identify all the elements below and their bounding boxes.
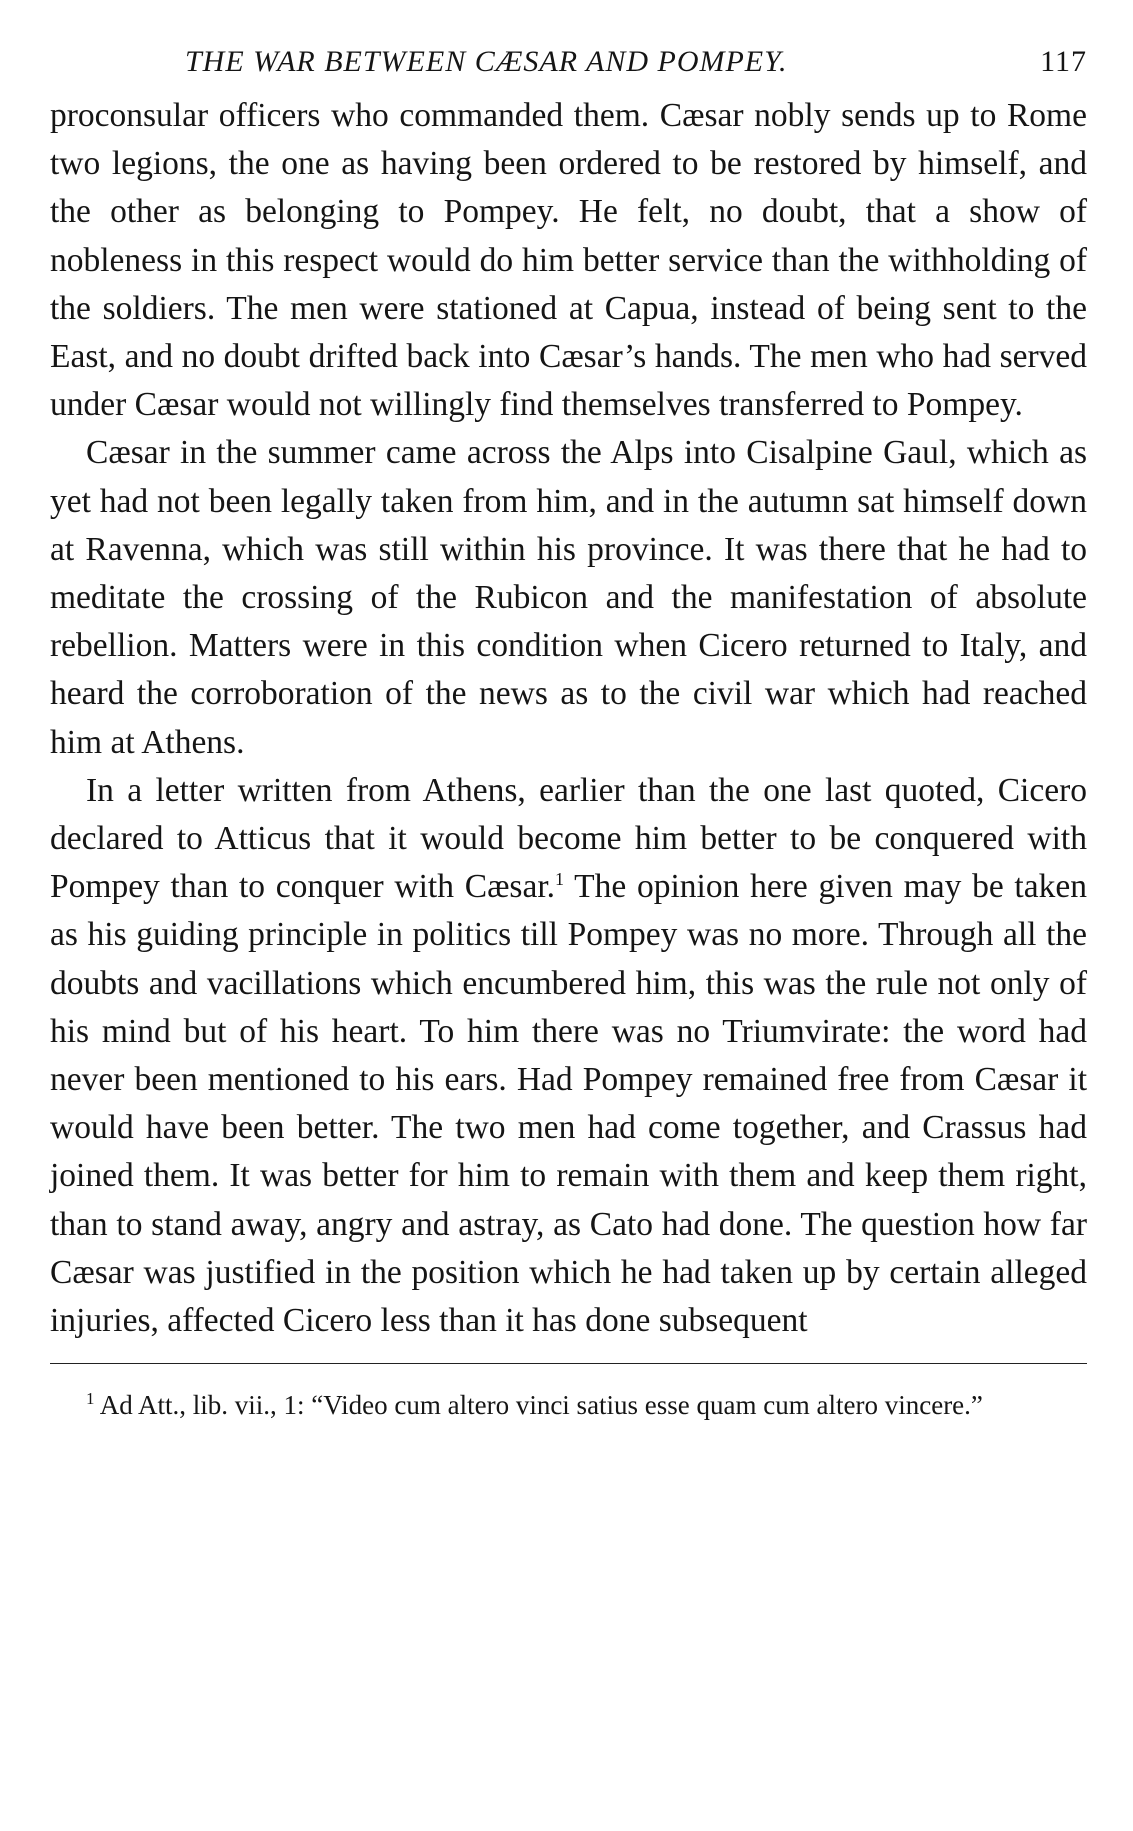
paragraph-3-text-after-note: The opinion here given may be taken as his guiding principle in politics till Pompey was no more. Through all the doubts and vacillations which encumbered him, this was the rule not only of his mind but of his heart. To him there was no Triumvirate: the word had never been mentioned to his ears. Had Pompey remained free from Cæsar it would have been better. The two men had come together, and Crassus had joined them. It was better for him to remain with them and keep them right, than to stand away, angry and astray, as Cato had done. The question how far Cæsar was justified in the position which he had taken up by certain alleged injuries, affected Cicero less than it has done subsequent <box>50 868 1087 1340</box>
running-header <box>50 40 1087 84</box>
page-number: 117 <box>1040 45 1087 78</box>
footnote-divider <box>50 1363 1087 1364</box>
paragraph-2: Cæsar in the summer came across the Alps into Cisalpine Gaul, which as yet had not been legally taken from him, and in the autumn sat himself down at Ravenna, which was still within his province. It was there that he had to meditate the crossing of the Rubicon and the manifestation of absolute rebellion. Matters were in this condition when Cicero returned to Italy, and heard the corroboration of the news as to the civil war which had reached him at Athens. <box>50 434 1087 761</box>
running-title: THE WAR BETWEEN CÆSAR AND POMPEY. <box>185 45 788 78</box>
footnote-reference: 1 <box>555 869 564 890</box>
footnote <box>50 1386 1087 1424</box>
paragraph-3-text-before-note: In a letter written from Athens, earlier than the one last quoted, Cicero declared to Atticus that it would become him better to be conquered with Pompey than to conquer with Cæsar. <box>50 771 1087 906</box>
paragraph-3 <box>50 767 1087 1345</box>
body-text <box>50 92 1087 1345</box>
footnote-text: Ad Att., lib. vii., 1: “Video cum altero vinci satius esse quam cum altero vincere.” <box>94 1390 983 1421</box>
book-page <box>50 40 1087 1424</box>
footnote-marker: 1 <box>86 1389 95 1409</box>
paragraph-1: proconsular officers who commanded them. Cæsar nobly sends up to Rome two legions, the one as having been ordered to be restored by himself, and the other as belonging to Pompey. He felt, no doubt, that a show of nobleness in this respect would do him better service than the withholding of the soldiers. The men were stationed at Capua, instead of being sent to the East, and no doubt drifted back into Cæsar’s hands. The men who had served under Cæsar would not willingly find themselves transferred to Pompey. <box>50 97 1087 424</box>
